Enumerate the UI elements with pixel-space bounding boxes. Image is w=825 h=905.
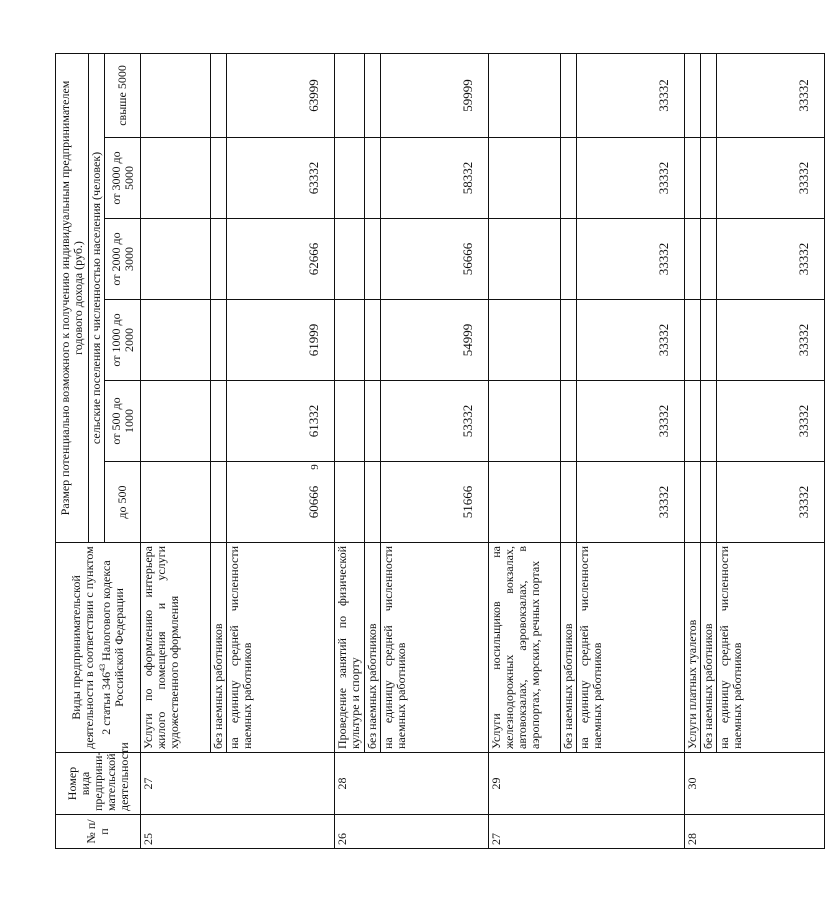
band-header: до 500	[105, 462, 141, 543]
activity-title: Услуги по оформлению интерьера жилого помещения и услуги художественного оформления	[141, 543, 211, 753]
table-cell: 54999	[381, 300, 489, 381]
sub-no-employees: без наемных работников	[365, 543, 381, 753]
table-cell: 62666	[227, 219, 335, 300]
table-cell: 33332	[577, 462, 685, 543]
sub-no-employees: без наемных работников	[701, 543, 717, 753]
income-table	[55, 53, 825, 849]
table-cell: 33332	[717, 138, 825, 219]
table-cell: 63332	[227, 138, 335, 219]
activity-code: 29	[489, 753, 685, 815]
activity-code: 27	[141, 753, 335, 815]
table-cell: 61999	[227, 300, 335, 381]
header-code: Номер вида предприни-мательской деятельности	[56, 753, 141, 815]
table-cell: 33332	[577, 219, 685, 300]
activity-title: Услуги носильщиков на железнодорожных вокзалах, автовокзалах, аэровокзалах, в аэропортах, морских, речных портах	[489, 543, 561, 753]
table-cell: 33332	[577, 53, 685, 137]
rotated-table-container	[55, 54, 811, 849]
table-cell: 33332	[577, 300, 685, 381]
header-population: сельские поселения с численностью населения (человек)	[89, 53, 105, 542]
row-number: 28	[685, 815, 825, 849]
page-number: 9	[308, 464, 321, 470]
sub-per-employee: на единицу средней численности наемных работников	[717, 543, 825, 753]
table-cell: 53332	[381, 381, 489, 462]
band-header: свыше 5000	[105, 53, 141, 137]
table-cell: 56666	[381, 219, 489, 300]
table-cell: 59999	[381, 53, 489, 137]
table-cell: 33332	[577, 138, 685, 219]
table-cell: 61332	[227, 381, 335, 462]
header-income: Размер потенциально возможного к получению индивидуальным предпринимателем годового дохода (руб.)	[56, 53, 89, 542]
activity-code: 30	[685, 753, 825, 815]
activity-title: Услуги платных туалетов	[685, 543, 701, 753]
band-header: от 1000 до 2000	[105, 300, 141, 381]
table-cell: 33332	[717, 300, 825, 381]
table-cell: 51666	[381, 462, 489, 543]
band-header: от 3000 до 5000	[105, 138, 141, 219]
table-cell: 33332	[717, 53, 825, 137]
row-number: 25	[141, 815, 335, 849]
sub-no-employees: без наемных работников	[211, 543, 227, 753]
header-num: № п/п	[56, 815, 141, 849]
row-number: 26	[335, 815, 489, 849]
table-cell: 63999	[227, 53, 335, 137]
sub-per-employee: на единицу средней численности наемных работников	[227, 543, 335, 753]
table-cell: 33332	[577, 381, 685, 462]
sub-no-employees: без наемных работников	[561, 543, 577, 753]
table-cell: 58332	[381, 138, 489, 219]
row-number: 27	[489, 815, 685, 849]
header-activity: Виды предпринимательской деятельности в соответствии с пунктом 2 статьи $346^{43}$ Налогового кодекса Российской Федерации	[56, 543, 141, 753]
sub-per-employee: на единицу средней численности наемных работников	[577, 543, 685, 753]
activity-code: 28	[335, 753, 489, 815]
table-cell: 33332	[717, 462, 825, 543]
sub-per-employee: на единицу средней численности наемных работников	[381, 543, 489, 753]
table-cell: 33332	[717, 381, 825, 462]
activity-title: Проведение занятий по физической культуре и спорту	[335, 543, 365, 753]
table-cell: 33332	[717, 219, 825, 300]
band-header: от 500 до 1000	[105, 381, 141, 462]
table-cell: 60666	[227, 462, 335, 543]
band-header: от 2000 до 3000	[105, 219, 141, 300]
